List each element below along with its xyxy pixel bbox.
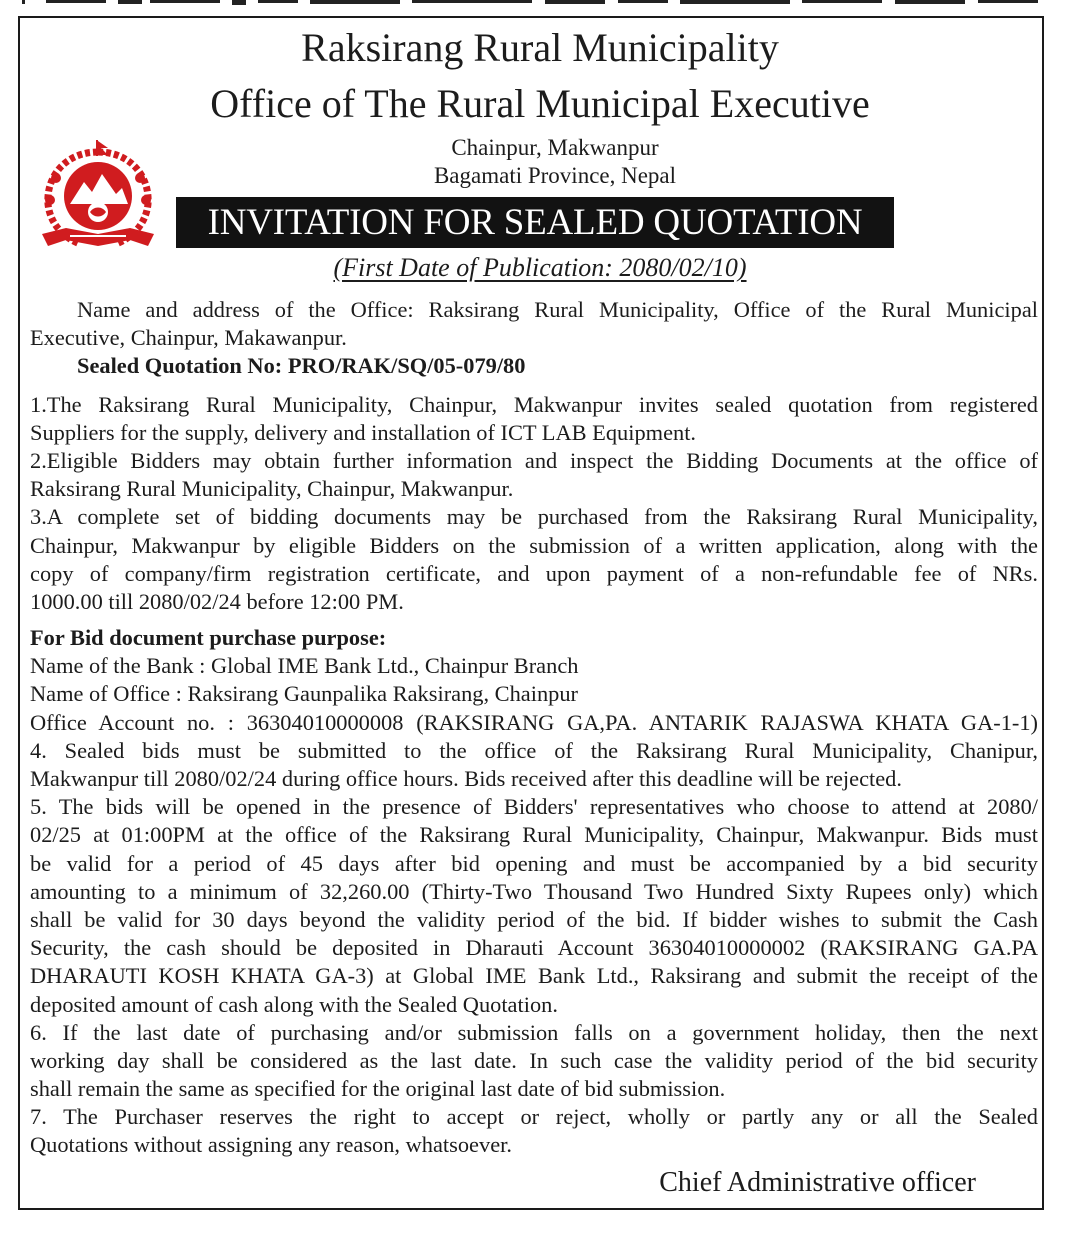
- clause-3-line: copy of company/firm registration certificate, and upon payment of a non-refundable fee of NRs.: [30, 560, 1038, 586]
- address-line-1: Chainpur, Makwanpur: [451, 135, 659, 160]
- clause-2-line: 2.Eligible Bidders may obtain further information and inspect the Bidding Documents at the office of: [30, 447, 1038, 473]
- clause-5-line: be valid for a period of 45 days after bid opening and must be accompanied by a bid security: [30, 850, 1038, 876]
- office-address-line: Name and address of the Office: Raksirang Rural Municipality, Office of the Rural Municipal: [77, 297, 1038, 322]
- bid-purchase-heading: For Bid document purchase purpose:: [30, 625, 387, 651]
- clause-2-line: Raksirang Rural Municipality, Chainpur, Makwanpur.: [30, 476, 514, 502]
- clause-4-line: Makwanpur till 2080/02/24 during office hours. Bids received after this deadline will be rejected.: [30, 766, 902, 791]
- clipped-text-strip: [0, 0, 1080, 10]
- clause-5-line: amounting to a minimum of 32,260.00 (Thirty-Two Thousand Two Hundred Sixty Rupees only) which: [30, 878, 1038, 904]
- clause-5-line: deposited amount of cash along with the Sealed Quotation.: [30, 991, 558, 1017]
- clause-6-line: 6. If the last date of purchasing and/or submission falls on a government holiday, then the next: [30, 1019, 1038, 1045]
- clause-3-line: 1000.00 till 2080/02/24 before 12:00 PM.: [30, 588, 404, 614]
- clause-4-line: 4. Sealed bids must be submitted to the office of the Raksirang Rural Municipality, Chanipur,: [30, 737, 1038, 763]
- office-name-line: Name of Office : Raksirang Gaunpalika Raksirang, Chainpur: [30, 681, 579, 707]
- signature-title: Chief Administrative officer: [659, 1167, 976, 1198]
- clause-1-line: 1.The Raksirang Rural Municipality, Chainpur, Makwanpur invites sealed quotation from registered: [30, 391, 1038, 417]
- address-line-2: Bagamati Province, Nepal: [433, 163, 677, 188]
- clause-7-line: Quotations without assigning any reason, whatsoever.: [30, 1132, 512, 1158]
- clause-6-line: shall remain the same as specified for the original last date of bid submission.: [30, 1076, 726, 1102]
- publication-date-text: (First Date of Publication: 2080/02/10): [333, 253, 747, 282]
- invitation-banner: INVITATION FOR SEALED QUOTATION: [176, 197, 894, 248]
- notice-body: [30, 296, 1038, 1160]
- clause-5-line: 02/25 at 01:00PM at the office of the Raksirang Rural Municipality, Chainpur, Makwanpur. Bids must: [30, 822, 1038, 848]
- quotation-number: Sealed Quotation No: PRO/RAK/SQ/05-079/80: [77, 353, 526, 379]
- clause-7-line: 7. The Purchaser reserves the right to accept or reject, wholly or partly any or all the Sealed: [30, 1104, 1038, 1130]
- clause-5-line: DHARAUTI KOSH KHATA GA-3) at Global IME Bank Ltd., Raksirang and submit the receipt of the: [30, 963, 1038, 989]
- clause-5-line: 5. The bids will be opened in the presence of Bidders' representatives who choose to attend at 2080/: [30, 794, 1038, 820]
- municipality-title: Raksirang Rural Municipality: [301, 25, 779, 70]
- clause-1-line: Suppliers for the supply, delivery and installation of ICT LAB Equipment.: [30, 419, 697, 445]
- spacer: [30, 616, 1038, 624]
- clause-5-line: shall be valid for 30 days beyond the validity period of the bid. If bidder wishes to submit the Cash: [30, 906, 1038, 932]
- clause-5-line: Security, the cash should be deposited in Dharauti Account 36304010000002 (RAKSIRANG GA.PA: [30, 935, 1038, 961]
- clause-6-line: working day shall be considered as the last date. In such case the validity period of the bid security: [30, 1047, 1038, 1073]
- account-number-line: Office Account no. : 36304010000008 (RAKSIRANG GA,PA. ANTARIK RAJASWA KHATA GA-1-1): [30, 709, 1038, 735]
- clause-3-line: Chainpur, Makwanpur by eligible Bidders on the submission of a written application, along with the: [30, 532, 1038, 558]
- nepal-government-emblem-icon: [36, 138, 160, 258]
- bank-name-line: Name of the Bank : Global IME Bank Ltd., Chainpur Branch: [30, 653, 579, 679]
- clause-3-line: 3.A complete set of bidding documents may be purchased from the Raksirang Rural Municipality,: [30, 504, 1038, 530]
- office-title: Office of The Rural Municipal Executive: [210, 81, 870, 126]
- publication-date: [0, 252, 1080, 284]
- spacer: [30, 381, 1038, 391]
- office-address-line: Executive, Chainpur, Makawanpur.: [30, 325, 347, 351]
